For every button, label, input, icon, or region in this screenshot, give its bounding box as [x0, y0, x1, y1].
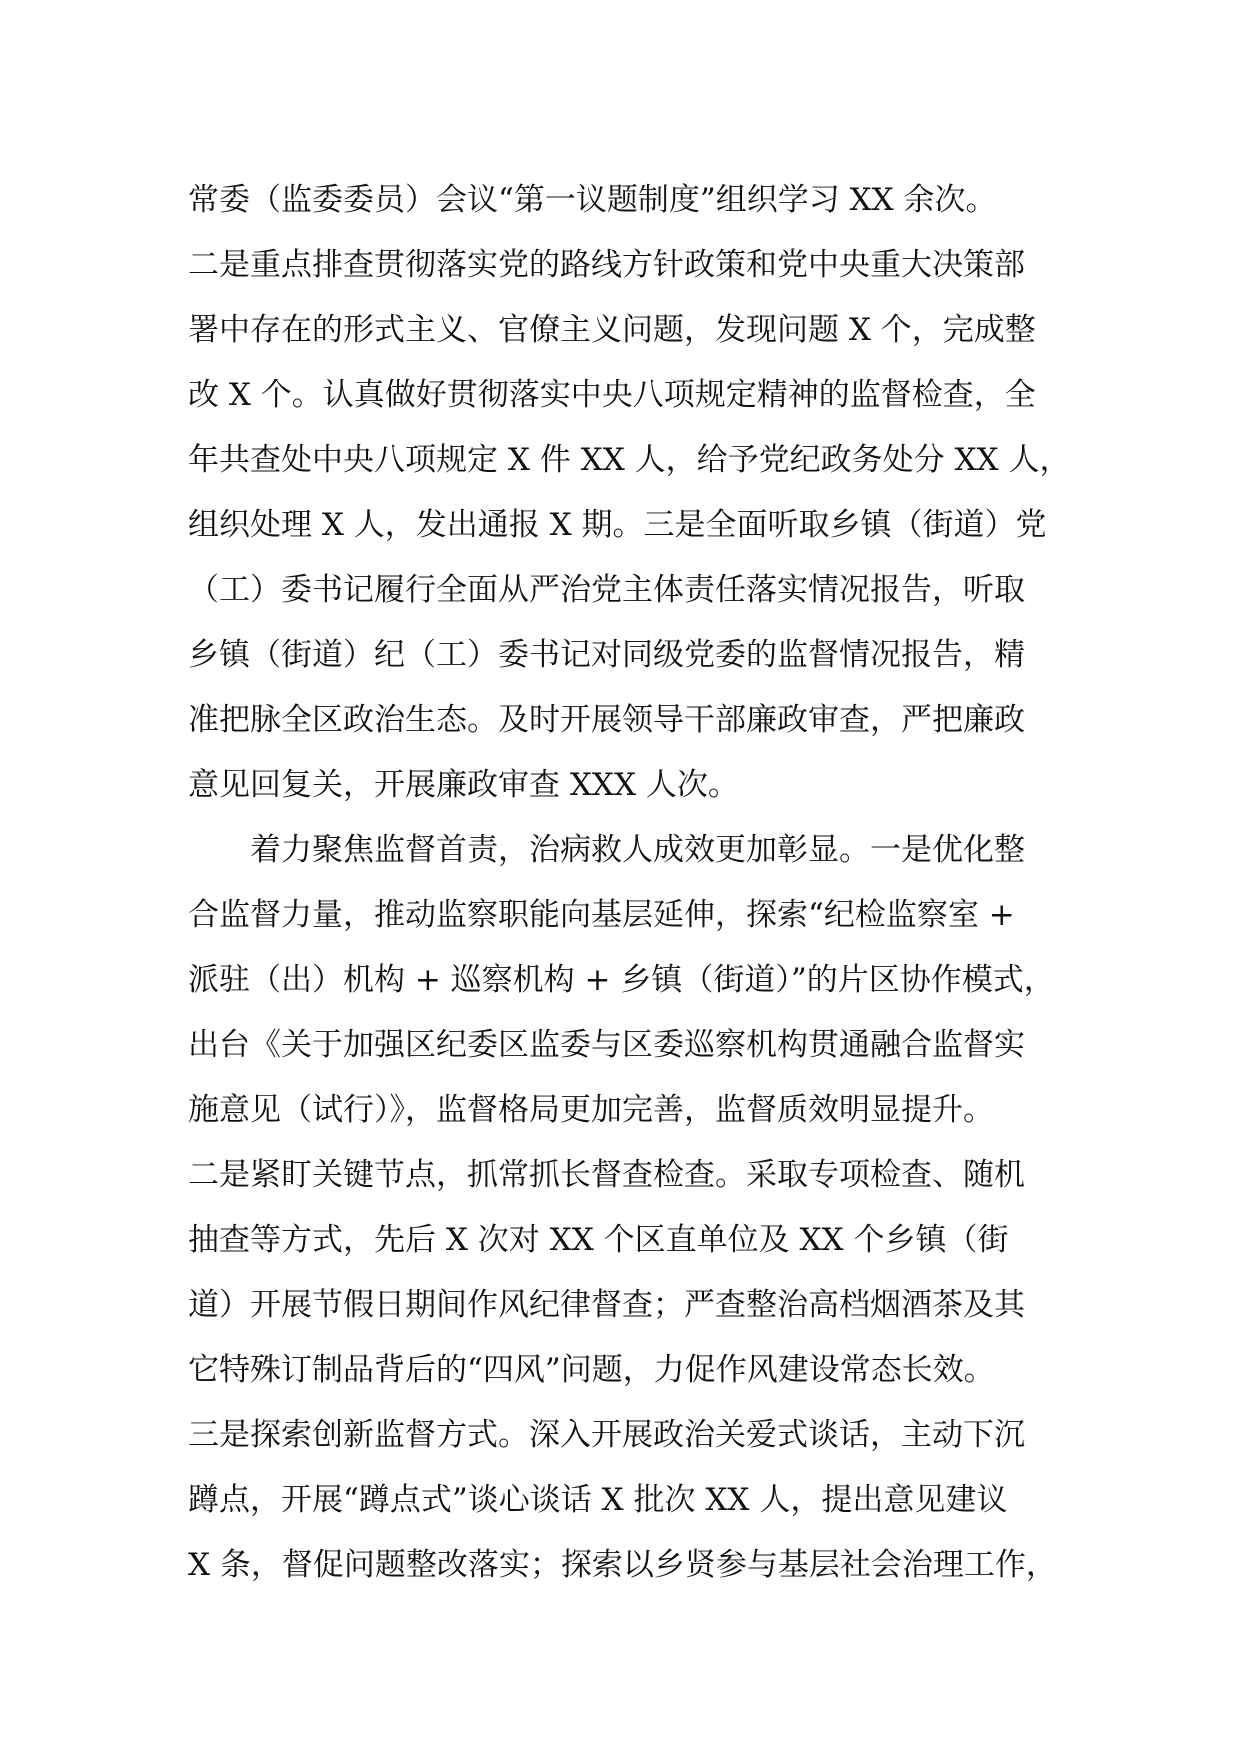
text-line: 抽查等方式，先后 X 次对 XX 个区直单位及 XX 个乡镇（街 — [188, 1222, 1009, 1258]
text-line: 它特殊订制品背后的“四风”问题，力促作风建设常态长效。 — [188, 1352, 995, 1388]
text-line: （工）委书记履行全面从严治党主体责任落实情况报告，听取 — [188, 572, 1025, 608]
text-line: 着力聚焦监督首责，治病救人成效更加彰显。一是优化整 — [188, 832, 1025, 868]
text-line: 年共查处中央八项规定 X 件 XX 人，给予党纪政务处分 XX 人， — [188, 442, 1071, 478]
text-line: 组织处理 X 人，发出通报 X 期。三是全面听取乡镇（街道）党 — [188, 507, 1047, 543]
text-line: 施意见（试行）》，监督格局更加完善，监督质效明显提升。 — [188, 1092, 994, 1128]
text-line: 三是探索创新监督方式。深入开展政治关爱式谈话，主动下沉 — [188, 1417, 1025, 1453]
text-line: X 条，督促问题整改落实；探索以乡贤参与基层社会治理工作， — [188, 1547, 1057, 1583]
text-line: 常委（监委委员）会议“第一议题制度”组织学习 XX 余次。 — [188, 182, 997, 218]
text-line: 合监督力量，推动监察职能向基层延伸，探索“纪检监察室 + — [188, 897, 1015, 933]
text-line: 意见回复关，开展廉政审查 XXX 人次。 — [188, 767, 739, 803]
body-text — [188, 168, 1088, 1598]
text-line: 改 X 个。认真做好贯彻落实中央八项规定精神的监督检查，全 — [188, 377, 1036, 413]
text-line: 署中存在的形式主义、官僚主义问题，发现问题 X 个，完成整 — [188, 312, 1036, 348]
text-line: 派驻（出）机构 + 巡察机构 + 乡镇（街道）”的片区协作模式， — [188, 962, 1055, 998]
text-line: 二是重点排查贯彻落实党的路线方针政策和党中央重大决策部 — [188, 247, 1025, 283]
text-line: 二是紧盯关键节点，抓常抓长督查检查。采取专项检查、随机 — [188, 1157, 1025, 1193]
text-line: 道）开展节假日期间作风纪律督查；严查整治高档烟酒茶及其 — [188, 1287, 1025, 1323]
text-line: 准把脉全区政治生态。及时开展领导干部廉政审查，严把廉政 — [188, 702, 1025, 738]
text-line: 出台《关于加强区纪委区监委与区委巡察机构贯通融合监督实 — [188, 1027, 1025, 1063]
text-line: 蹲点，开展“蹲点式”谈心谈话 X 批次 XX 人，提出意见建议 — [188, 1482, 1008, 1518]
text-line: 乡镇（街道）纪（工）委书记对同级党委的监督情况报告，精 — [188, 637, 1025, 673]
